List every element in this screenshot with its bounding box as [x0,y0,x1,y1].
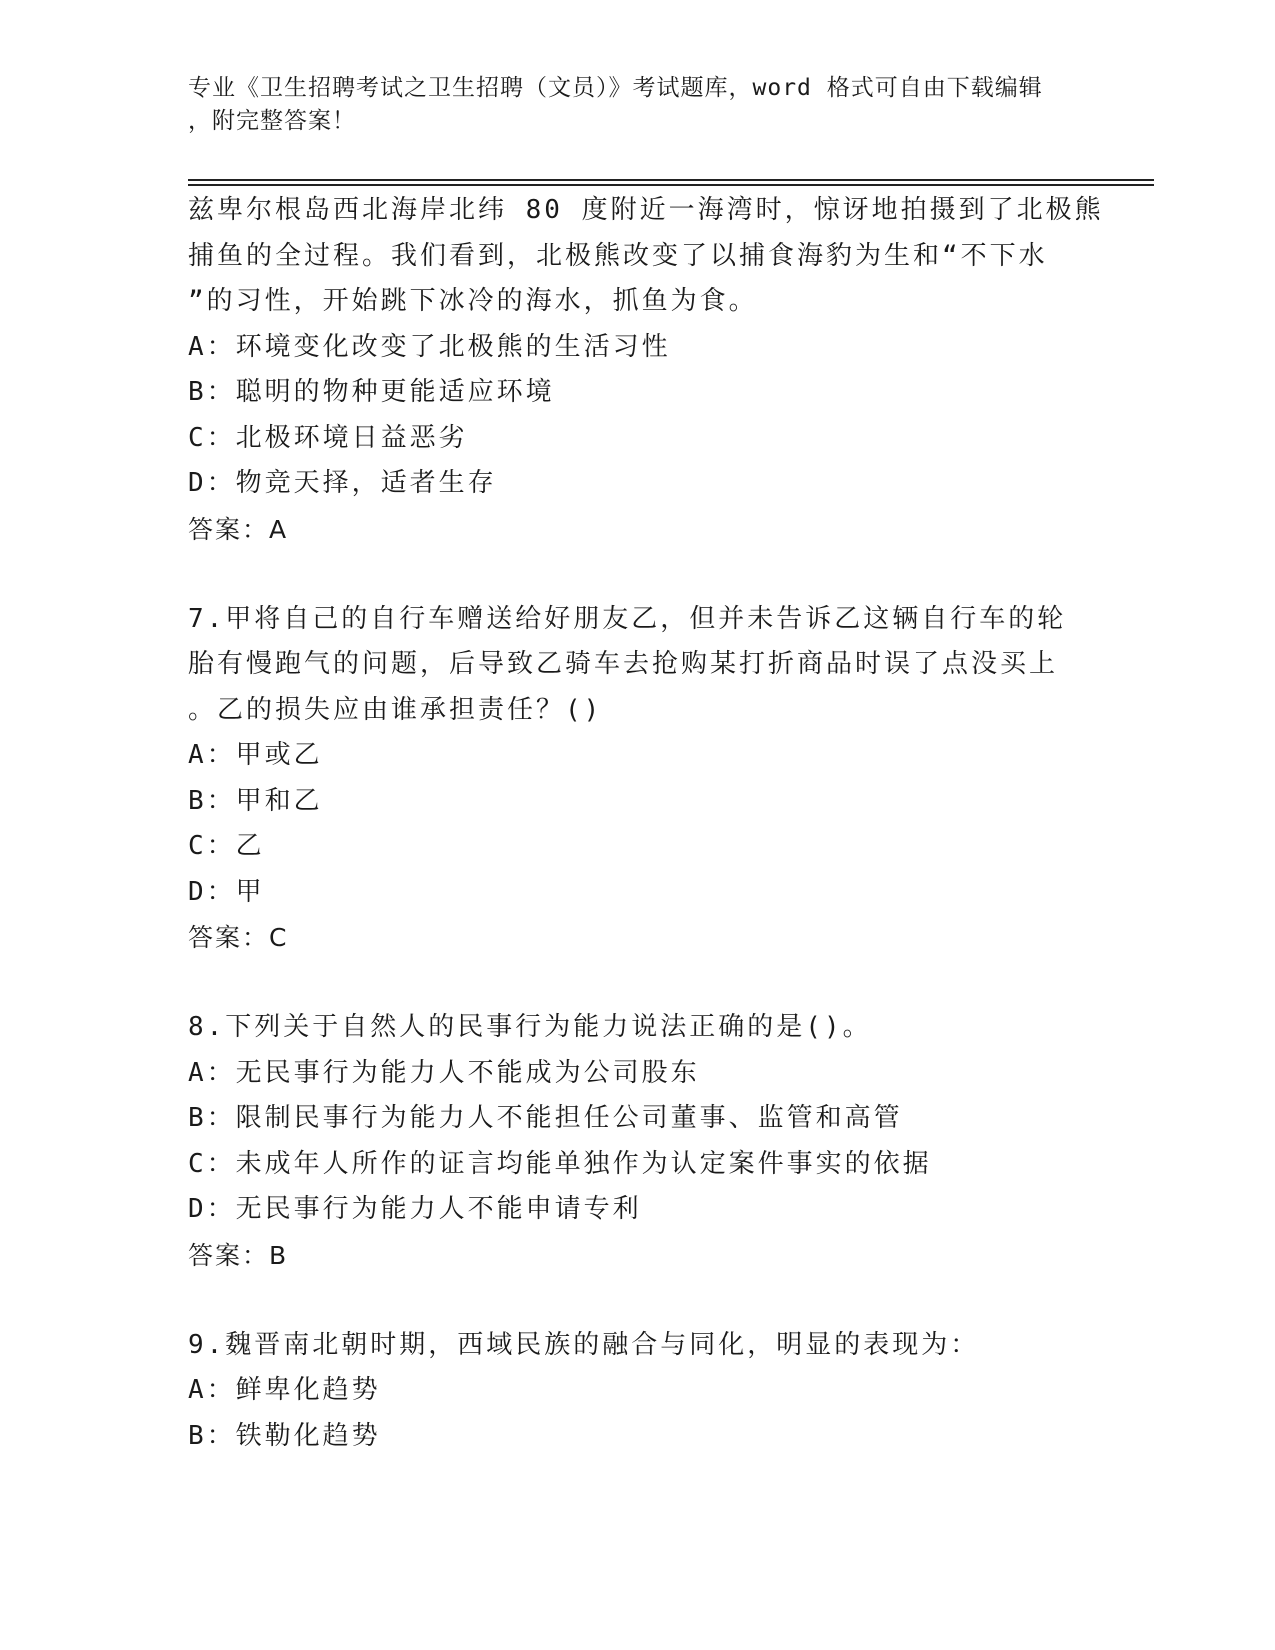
question-6 [188,188,1108,553]
header-line: ，附完整答案！ [188,108,356,134]
question-stem: 兹卑尔根岛西北海岸北纬 80 度附近一海湾时，惊讶地拍摄到了北极熊 [188,195,1104,225]
spacer [188,1279,1108,1323]
option-c: C：乙 [188,831,265,861]
question-9 [188,1323,1108,1460]
option-b: B：甲和乙 [188,785,323,816]
answer-line: 答案：C [188,923,289,952]
option-a: A：无民事行为能力人不能成为公司股东 [188,1057,700,1088]
document-body [188,188,1108,1459]
document-header [188,72,1088,138]
question-stem: 9.魏晋南北朝时期，西域民族的融合与同化，明显的表现为： [188,1329,980,1360]
spacer [188,961,1108,1005]
option-a: A：环境变化改变了北极熊的生活习性 [188,331,671,362]
question-7 [188,597,1108,962]
question-stem: 捕鱼的全过程。我们看到，北极熊改变了以捕食海豹为生和“不下水 [188,240,1048,271]
option-c: C：北极环境日益恶劣 [188,422,468,453]
header-divider [188,184,1154,186]
spacer [188,553,1108,597]
answer-line: 答案：B [188,1240,289,1270]
option-d: D：物竞天择，适者生存 [188,468,497,498]
option-b: B：铁勒化趋势 [188,1420,381,1451]
option-c: C：未成年人所作的证言均能单独作为认定案件事实的依据 [188,1148,932,1179]
option-d: D：甲 [188,876,265,907]
question-stem: ”的习性，开始跳下冰冷的海水，抓鱼为食。 [188,286,758,316]
option-b: B：限制民事行为能力人不能担任公司董事、监管和高管 [188,1103,903,1133]
option-b: B：聪明的物种更能适应环境 [188,377,555,407]
question-8 [188,1005,1108,1279]
header-line: 专业《卫生招聘考试之卫生招聘（文员）》考试题库，word 格式可自由下载编辑 [188,75,1043,101]
question-stem: 胎有慢跑气的问题，后导致乙骑车去抢购某打折商品时误了点没买上 [188,649,1059,679]
header-divider [188,179,1154,181]
option-a: A：鲜卑化趋势 [188,1375,381,1405]
question-stem: 。乙的损失应由谁承担责任？() [188,694,603,725]
option-a: A：甲或乙 [188,740,323,770]
question-stem: 8.下列关于自然人的民事行为能力说法正确的是()。 [188,1012,872,1042]
question-stem: 7.甲将自己的自行车赠送给好朋友乙，但并未告诉乙这辆自行车的轮 [188,603,1067,634]
option-d: D：无民事行为能力人不能申请专利 [188,1194,642,1224]
answer-line: 答案：A [188,514,289,544]
